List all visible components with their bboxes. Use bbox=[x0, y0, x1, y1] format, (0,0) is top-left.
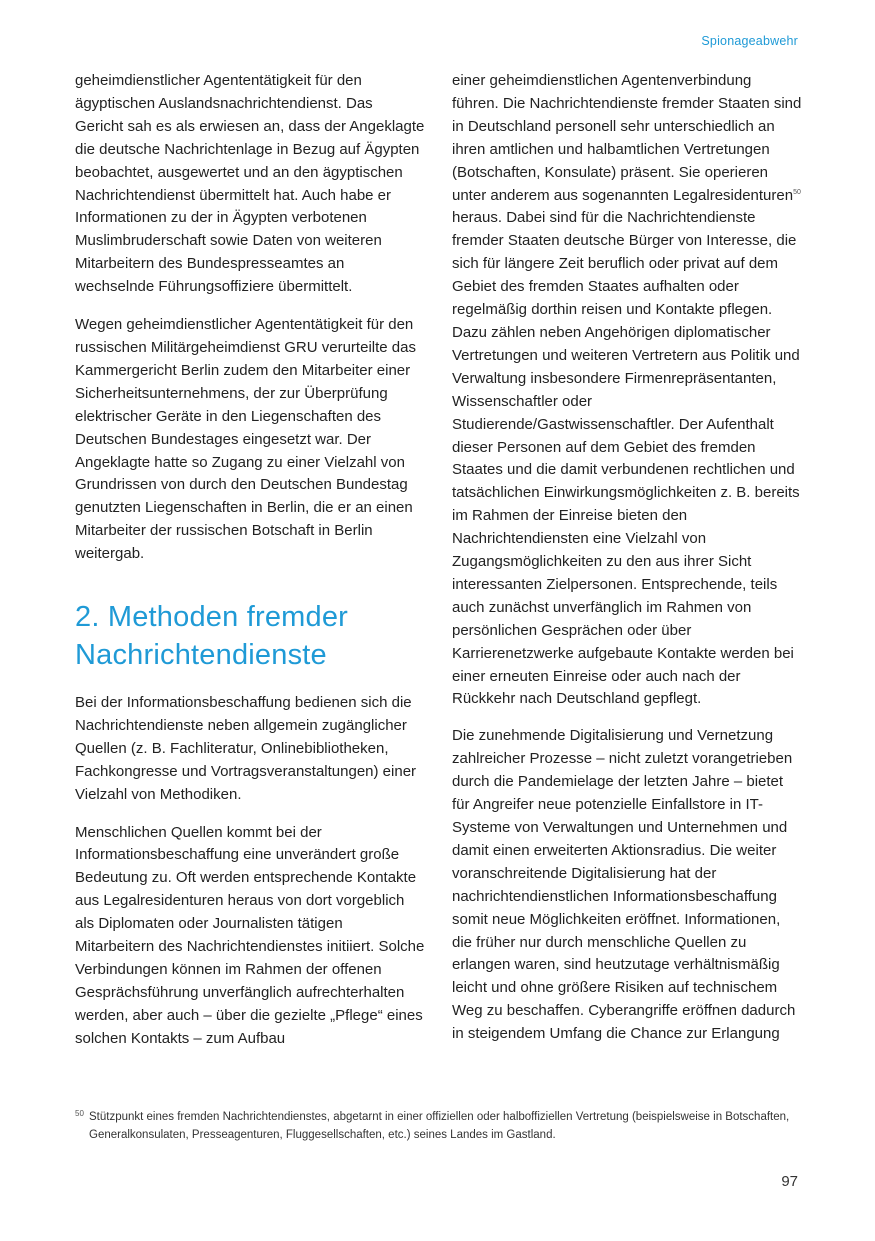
right-column bbox=[452, 70, 802, 1060]
paragraph: Bei der Informationsbeschaffung bedienen sich die Nachrichtendienste neben allgemein zugänglicher Quellen (z. B. Fachliteratur, Onlinebibliotheken, Fachkongresse und Vortragsveranstaltungen) einer Vielzahl von Methodiken. bbox=[75, 694, 417, 803]
running-header: Spionageabwehr bbox=[701, 34, 798, 48]
footnote-text: Stützpunkt eines fremden Nachrichtendienstes, abgetarnt in einer offiziellen oder halboffiziellen Vertretung (beispielsweise in Botschaften, Generalkonsulaten, Presseagenturen, Fluggesellschaften, etc.) seines Landes im Gastland. bbox=[89, 1111, 790, 1141]
paragraph: Die zunehmende Digitalisierung und Vernetzung zahlreicher Prozesse – nicht zuletzt vorangetrieben durch die Pandemielage der letzten Jahre – bietet für Angreifer neue potenzielle Einfallstore in IT-Systeme von Verwaltungen und Unternehmen und damit einen erweiterten Aktionsradius. Die weiter voranschreitende Digitalisierung hat der nachrichtendienstlichen Informationsbeschaffung somit neue Möglichkeiten eröffnet. Informationen, die früher nur durch menschliche Quellen zu erlangen waren, sind heutzutage verhältnismäßig leicht und ohne größere Risiken auf technischem Weg zu beschaffen. Cyberangriffe eröffnen dadurch in steigendem Umfang die Chance zur Erlangung bbox=[452, 727, 796, 1043]
paragraph-text: heraus. Dabei sind für die Nachrichtendienste fremder Staaten deutsche Bürger von Interesse, die sich für längere Zeit beruflich oder privat auf dem Gebiet des fremden Staates aufhalten oder regelmäßig dorthin reisen und Kontakte pflegen. Dazu zählen neben Angehörigen diplomatischer Vertretungen und weiteren Vertretern aus Politik und Verwaltung insbesondere Firmenrepräsentanten, Wissenschaftler oder Studierende/Gastwissenschaftler. Der Aufenthalt dieser Personen auf dem Gebiet des fremden Staates und die damit verbundenen rechtlichen und tatsächlichen Einwirkungsmöglichkeiten z. B. bereits im Rahmen der Einreise bieten den Nachrichtendiensten eine Vielzahl von Zugangsmöglichkeiten zu den aus ihrer Sicht interessanten Zielpersonen. Entsprechende, teils auch zunächst unverfänglich im Rahmen von persönlichen Gesprächen oder über Karrierenetzwerke aufgebaute Kontakte werden bei einer erneuten Einreise oder auch nach der Rückkehr nach Deutschland gepflegt. bbox=[452, 209, 800, 708]
paragraph: geheimdienstlicher Agententätigkeit für den ägyptischen Auslandsnachrichtendienst. Das Gericht sah es als erwiesen an, dass der Angeklagte die deutsche Nachrichtenlage in Bezug auf Ägypten beobachtet, ausgewertet und an den ägyptischen Nachrichtendienst übermittelt hat. Auch habe er Informationen zu der in Ägypten verbotenen Muslimbruderschaft sowie Daten von weiteren Mitarbeitern des Bundespresseamtes an wechselnde Führungsoffiziere übermittelt. bbox=[75, 72, 425, 296]
left-column bbox=[75, 70, 425, 1066]
footnote-reference[interactable]: 50 bbox=[793, 188, 801, 196]
paragraph: Menschlichen Quellen kommt bei der Informationsbeschaffung eine unverändert große Bedeutung zu. Oft werden entsprechende Kontakte aus Legalresidenturen heraus von dort vorgeblich als Diplomaten oder Journalisten tätigen Mitarbeitern des Nachrichtendienstes initiiert. Solche Verbindungen können im Rahmen der offenen Gesprächsführung unverfänglich aufrechterhalten werden, aber auch – über die gezielte „Pflege“ eines solchen Kontakts – zum Aufbau bbox=[75, 823, 425, 1047]
section-title: Methoden fremder Nachrichtendienste bbox=[75, 601, 349, 672]
page-number: 97 bbox=[781, 1173, 798, 1190]
footnote-number: 50 bbox=[75, 1109, 84, 1118]
paragraph bbox=[452, 70, 802, 711]
paragraph: Wegen geheimdienstlicher Agententätigkeit für den russischen Militärgeheimdienst GRU verurteilte das Kammergericht Berlin zudem den Mitarbeiter einer Sicherheitsunternehmens, der zur Überprüfung elektrischer Geräte in den Liegenschaften des Deutschen Bundestages eingesetzt war. Der Angeklagte hatte so Zugang zu einer Vielzahl von Grundrissen von durch den Deutschen Bundestag genutzten Liegenschaften in Berlin, die er an einen Mitarbeiter der russischen Botschaft in Berlin weitergab. bbox=[75, 316, 416, 563]
paragraph-text: einer geheimdienstlichen Agentenverbindung führen. Die Nachrichtendienste fremder Staaten sind in Deutschland personell sehr unterschiedlich an ihren amtlichen und halbamtlichen Vertretungen (Botschaften, Konsulate) präsent. Sie operieren unter anderem aus sogenannten Legalresidenturen bbox=[452, 72, 802, 204]
section-heading bbox=[75, 598, 425, 674]
footnote bbox=[75, 1108, 800, 1144]
section-number: 2. bbox=[75, 601, 100, 634]
